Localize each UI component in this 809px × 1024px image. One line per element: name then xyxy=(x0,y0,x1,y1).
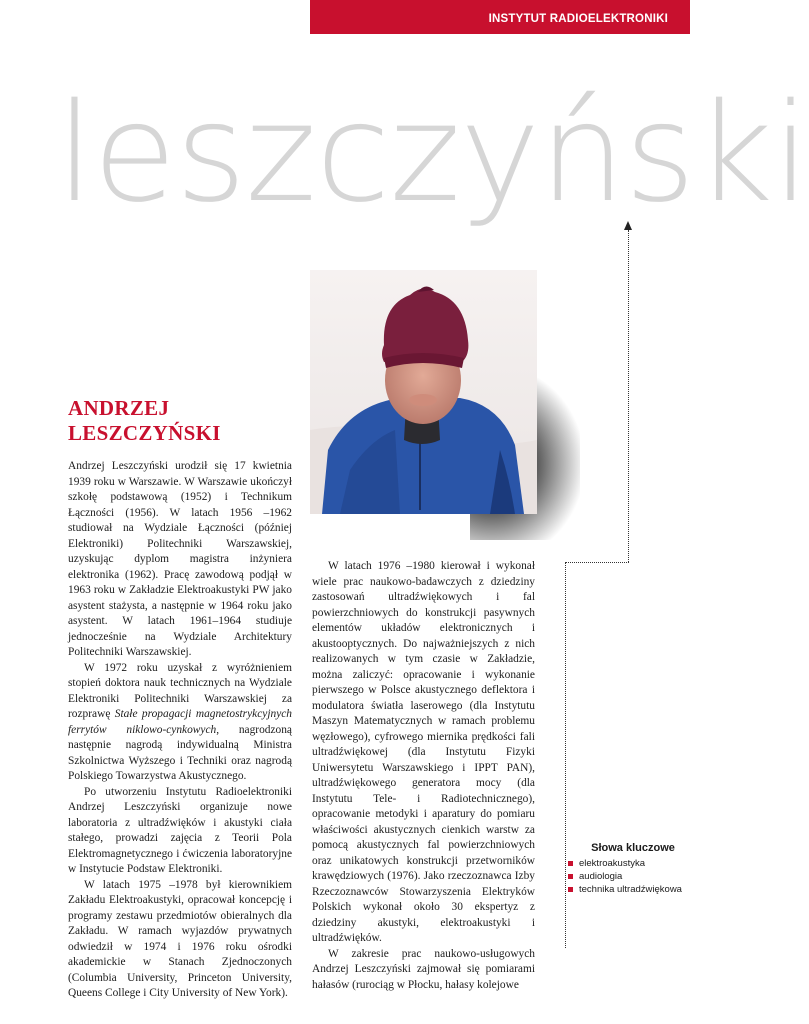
header-bar xyxy=(310,0,690,34)
paragraph xyxy=(68,661,292,785)
dissertation-title: Stałe propagacji magnetostrykcyjnych ferrytów niklowo-cynkowych xyxy=(68,708,292,736)
decorative-surname: leszczyński xyxy=(56,75,809,233)
paragraph: W latach 1975 –1978 był kierownikiem Zakładu Elektroakustyki, opracował koncepcję i programy zestawu przedmiotów obieralnych dla Zakładu. W ramach wyjazdów prywatnych odwiedził w 1974 i 1976 roku ośrodki akademickie w Stanach Zjednoczonych (Columbia University, Princeton University, Queens College i City University of New York). xyxy=(68,878,292,999)
bullet-square-icon xyxy=(568,861,573,866)
institute-label: INSTYTUT RADIOELEKTRONIKI xyxy=(488,13,668,25)
keyword-item xyxy=(568,884,698,895)
keywords-title: Słowa kluczowe xyxy=(591,842,675,854)
text-span: W 1972 roku uzyskał z wyróżnieniem stopień doktora nauk technicznych na Wydziale Elektroniki Politechniki Warszawskiej za rozprawę xyxy=(68,661,292,720)
arrow-up-icon xyxy=(624,221,632,230)
keyword-label: technika ultradźwiękowa xyxy=(579,884,682,895)
text-span: , nagrodzoną następnie nagrodą indywidualną Ministra Szkolnictwa Wyższego i Techniki oraz nagrodą Polskiego Towarzystwa Akustycznego. xyxy=(68,723,292,782)
keyword-label: elektroakustyka xyxy=(579,858,646,869)
dotted-connector-vertical xyxy=(565,562,566,948)
paragraph: Po utworzeniu Instytutu Radioelektroniki Andrzej Leszczyński organizuje nowe laboratoria z ultradźwięków i akustyki ciała stałego, prowadzi zajęcia z Teorii Pola Elektromagnetycznego i ćwiczenia laboratoryjne w Instytucie Podstaw Elektroniki. xyxy=(68,785,292,875)
dotted-connector-horizontal xyxy=(565,562,629,563)
paragraph: W zakresie prac naukowo-usługowych Andrzej Leszczyński zajmował się pomiarami hałasów (rurociąg w Płocku, hałasy kolejowe xyxy=(312,947,535,991)
keyword-label: audiologia xyxy=(579,871,623,882)
person-first-name: ANDRZEJ xyxy=(68,396,170,420)
portrait-illustration xyxy=(310,270,537,514)
keywords-box xyxy=(568,842,698,895)
biography-column-left xyxy=(68,459,292,1002)
portrait-photo xyxy=(310,270,537,514)
person-last-name: LESZCZYŃSKI xyxy=(68,421,221,445)
keyword-item xyxy=(568,871,698,882)
bullet-square-icon xyxy=(568,887,573,892)
dotted-arrow-line xyxy=(628,230,629,562)
paragraph: W latach 1976 –1980 kierował i wykonał wiele prac naukowo-badawczych z dziedziny zastosowań ultradźwiękowych i fal powierzchniowych do konstrukcji pasywnych elementów układów elektronicznych i akustooptycznych. Do najważniejszych z nich realizowanych w tym czasie w Zakładzie, można zaliczyć: opracowanie i wykonanie pierwszego w Polsce akustycznego deflektora i modulatora światła laserowego (dla Instytutu Maszyn Matematycznych w ramach problemu węzłowego), cyfrowego miernika prędkości fali ultradźwiękowej (dla Instytutu Fizyki Uniwersytetu Warszawskiego i IPPT PAN), ultradźwiękowego generatora mocy (dla Instytutu Tele- i Radiotechnicznego), opracowanie metodyki i aparatury do pomiaru właściwości akustycznych cienkich warstw za pomocą akustycznych fal powierzchniowych oraz unikatowych konstrukcji przetworników krawędziowych (1976). Jako rzeczoznawca Izby Rzeczoznawców Stowarzyszenia Elektryków Polskich wykonał około 30 ekspertyz z dziedziny akustyki, elektroakustyki i ultradźwięków. xyxy=(312,560,535,944)
biography-column-right xyxy=(312,559,535,993)
person-name xyxy=(68,396,221,446)
keyword-item xyxy=(568,858,698,869)
paragraph: Andrzej Leszczyński urodził się 17 kwietnia 1939 roku w Warszawie. W Warszawie ukończył szkołę podstawową (1952) i Technikum Łączności (1956). W latach 1956 –1962 studiował na Wydziale Łączności (później Elektroniki) Politechniki Warszawskiej, uzyskując dyplom magistra inżyniera elektronika (1962). Pracę zawodową podjął w 1963 roku w Zakładzie Elektroakustyki PW jako asystent stażysta, a następnie w 1964 roku jako asystent. W latach 1961–1964 studiuje jednocześnie na Wydziale Architektury Politechniki Warszawskiej. xyxy=(68,460,292,658)
bullet-square-icon xyxy=(568,874,573,879)
